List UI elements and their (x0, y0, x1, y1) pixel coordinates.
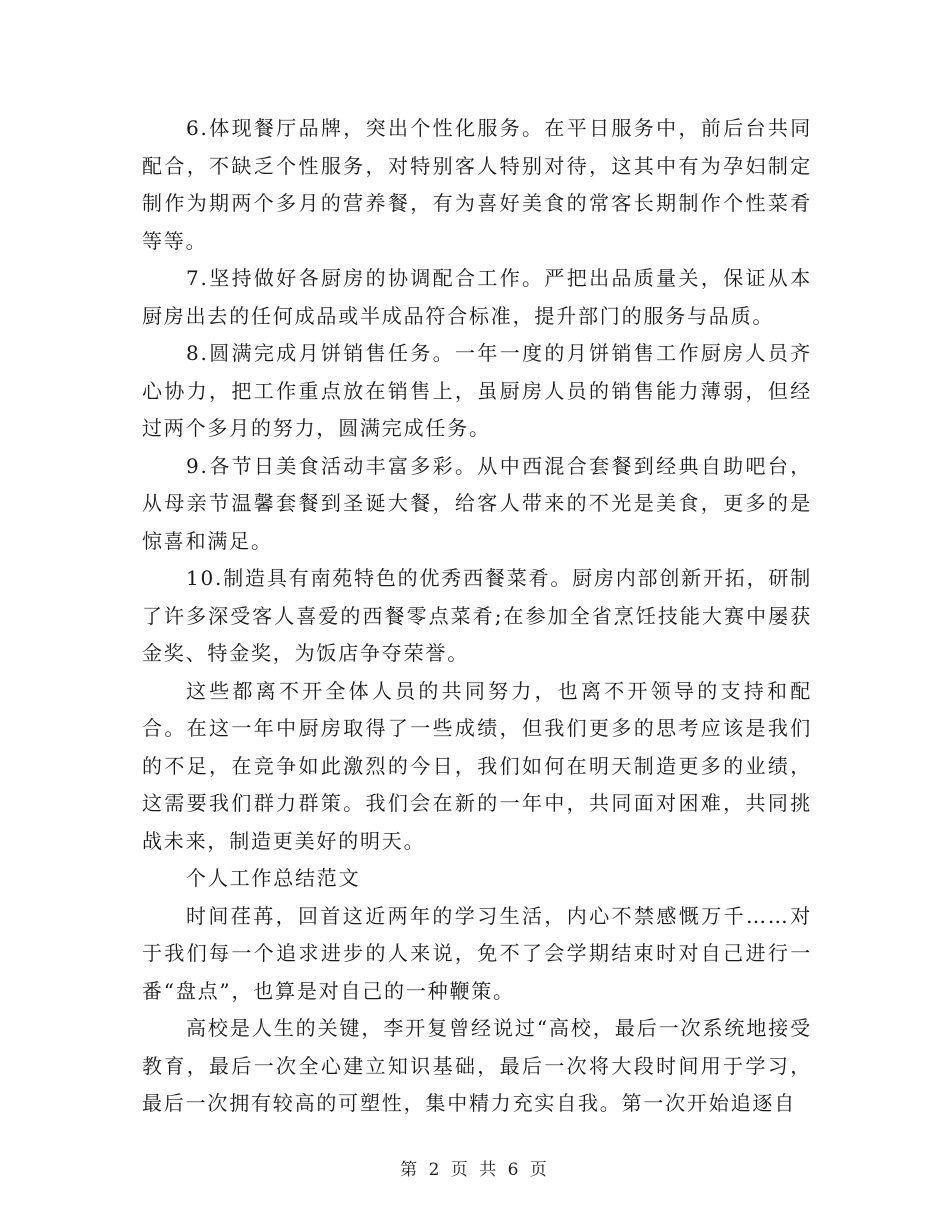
paragraph-item-7: 7.坚持做好各厨房的协调配合工作。严把出品质量关，保证从本厨房出去的任何成品或半成品符合标准，提升部门的服务与品质。 (142, 266, 812, 328)
paragraph-item-8: 8.圆满完成月饼销售任务。一年一度的月饼销售工作厨房人员齐心协力，把工作重点放在销售上，虽厨房人员的销售能力薄弱，但经过两个多月的努力，圆满完成任务。 (142, 341, 812, 440)
paragraph-quote: 高校是人生的关键，李开复曾经说过“高校，最后一次系统地接受教育，最后一次全心建立知识基础，最后一次将大段时间用于学习，最后一次拥有较高的可塑性，集中精力充实自我。第一次开始追逐自 (142, 1016, 812, 1115)
paragraph-item-6: 6.体现餐厅品牌，突出个性化服务。在平日服务中，前后台共同配合，不缺乏个性服务，对特别客人特别对待，这其中有为孕妇制定制作为期两个多月的营养餐，有为喜好美食的常客长期制作个性菜肴等等。 (142, 116, 812, 253)
section-heading: 个人工作总结范文 (186, 866, 361, 890)
document-body (142, 110, 812, 1123)
paragraph-item-10: 10.制造具有南苑特色的优秀西餐菜肴。厨房内部创新开拓，研制了许多深受客人喜爱的西餐零点菜肴;在参加全省烹饪技能大赛中屡获金奖、特金奖，为饭店争夺荣誉。 (142, 566, 812, 665)
paragraph-item-9: 9.各节日美食活动丰富多彩。从中西混合套餐到经典自助吧台，从母亲节温馨套餐到圣诞大餐，给客人带来的不光是美食，更多的是惊喜和满足。 (142, 453, 812, 553)
page-number: 第 2 页 共 6 页 (400, 1160, 550, 1180)
paragraph-intro: 时间荏苒，回首这近两年的学习生活，内心不禁感慨万千……对于我们每一个追求进步的人来说，免不了会学期结束时对自己进行一番“盘点”，也算是对自己的一种鞭策。 (142, 903, 812, 1003)
paragraph-conclusion: 这些都离不开全体人员的共同努力，也离不开领导的支持和配合。在这一年中厨房取得了一些成绩，但我们更多的思考应该是我们的不足，在竞争如此激烈的今日，我们如何在明天制造更多的业绩，这需要我们群力群策。我们会在新的一年中，共同面对困难，共同挑战未来，制造更美好的明天。 (142, 678, 812, 853)
